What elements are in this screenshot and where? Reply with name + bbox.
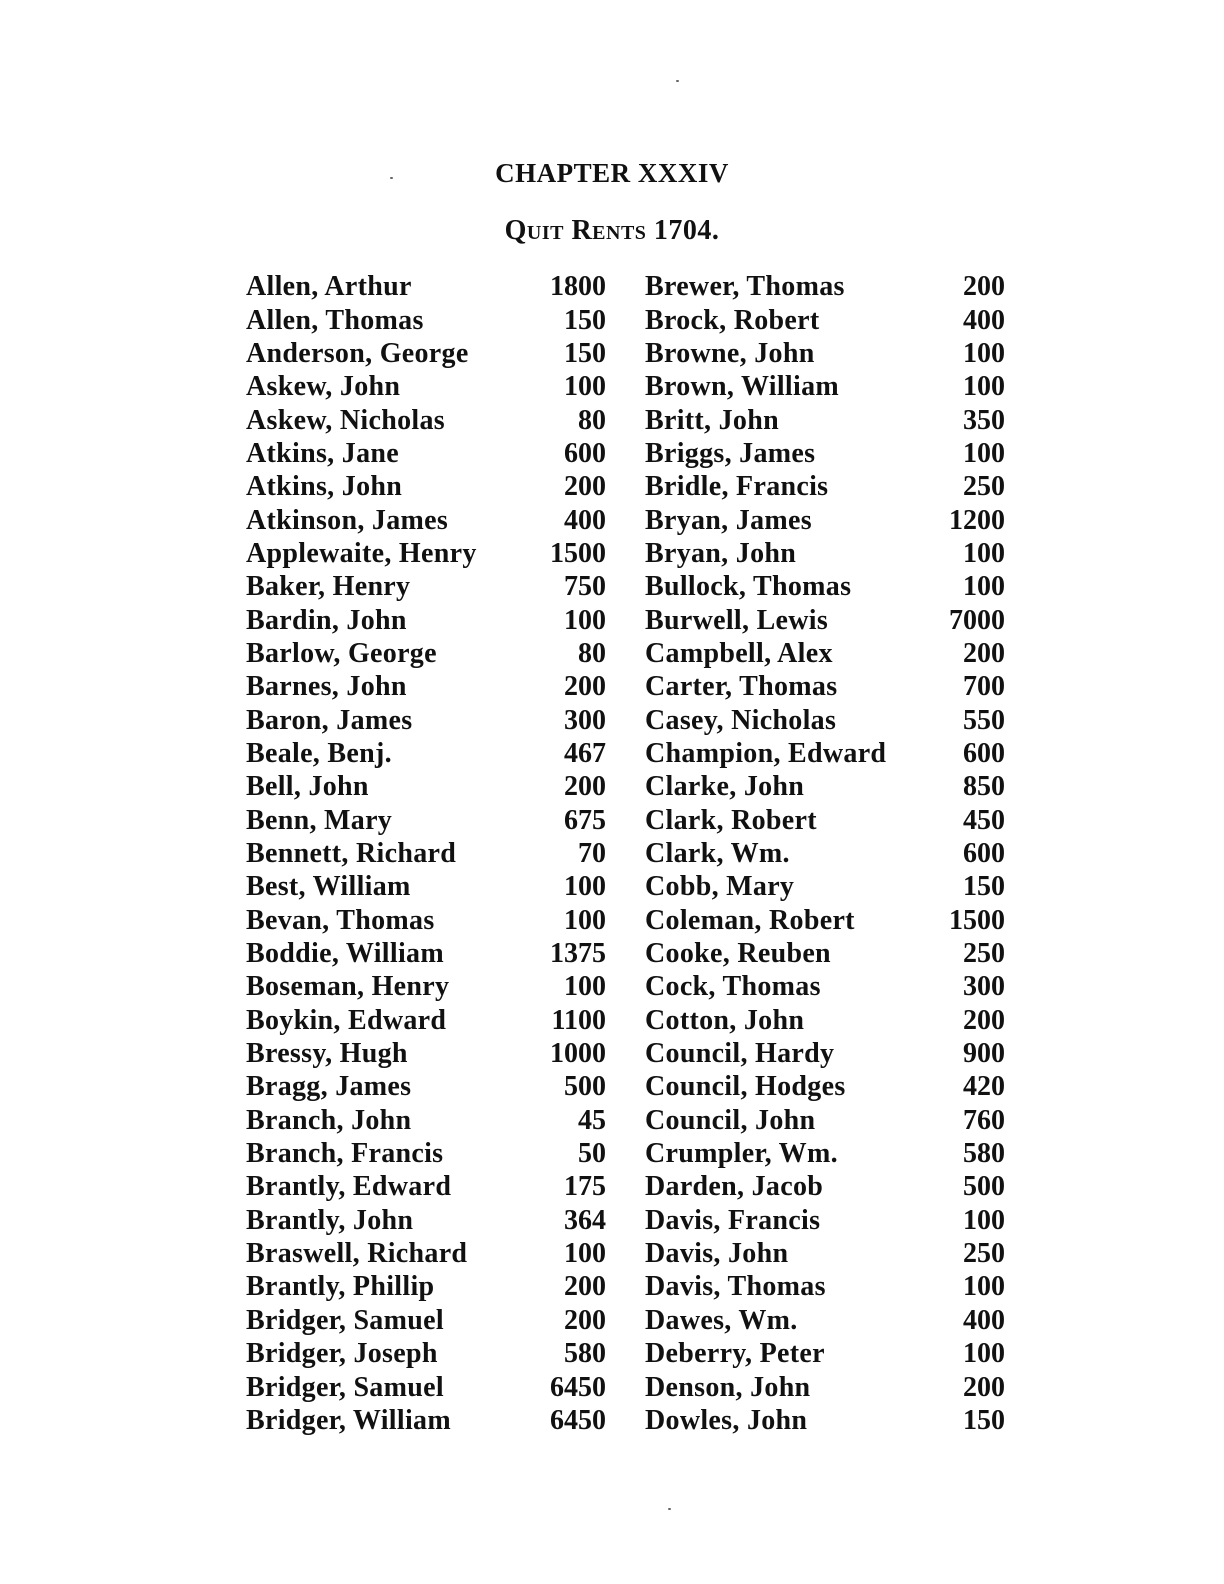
entry-name: Bressy, Hugh: [246, 1038, 408, 1070]
entry-name: Atkinson, James: [246, 504, 449, 536]
list-item: [645, 1404, 1005, 1437]
entry-name: Brown, William: [645, 371, 840, 403]
entry-name: Bridger, Joseph: [246, 1338, 438, 1370]
list-item: [645, 570, 1005, 603]
entry-name: Boseman, Henry: [246, 971, 450, 1003]
entry-amount: 6450: [550, 1371, 606, 1403]
entry-amount: 50: [578, 1138, 606, 1170]
entry-name: Briggs, James: [645, 437, 816, 469]
entry-amount: 600: [963, 838, 1005, 870]
list-item: [645, 703, 1005, 736]
entry-amount: 580: [564, 1338, 606, 1370]
list-item: [645, 1337, 1005, 1370]
entry-amount: 150: [963, 871, 1005, 903]
entry-amount: 467: [564, 737, 606, 769]
entry-amount: 100: [963, 437, 1005, 469]
list-item: [645, 870, 1005, 903]
list-item: [645, 1004, 1005, 1037]
list-item: [246, 804, 606, 837]
entry-name: Barlow, George: [246, 637, 437, 669]
list-item: [645, 770, 1005, 803]
entry-name: Allen, Arthur: [246, 271, 412, 303]
list-item: [246, 1237, 606, 1270]
entry-amount: 200: [564, 1271, 606, 1303]
entry-name: Atkins, John: [246, 471, 403, 503]
scan-speck: [676, 80, 679, 82]
entry-name: Coleman, Robert: [645, 904, 855, 936]
right-column: [645, 270, 1005, 1437]
list-item: [246, 503, 606, 536]
entry-amount: 1500: [550, 537, 606, 569]
list-item: [246, 904, 606, 937]
entry-name: Cooke, Reuben: [645, 938, 831, 970]
entry-amount: 300: [564, 704, 606, 736]
list-item: [645, 1170, 1005, 1203]
entry-name: Darden, Jacob: [645, 1171, 824, 1203]
list-item: [246, 337, 606, 370]
list-item: [246, 1137, 606, 1170]
entry-amount: 250: [963, 1238, 1005, 1270]
entry-name: Denson, John: [645, 1371, 811, 1403]
entry-name: Anderson, George: [246, 337, 469, 369]
list-item: [645, 1037, 1005, 1070]
entry-amount: 900: [963, 1038, 1005, 1070]
entry-name: Bullock, Thomas: [645, 571, 852, 603]
entry-amount: 100: [963, 337, 1005, 369]
entry-amount: 364: [564, 1204, 606, 1236]
list-item: [246, 737, 606, 770]
entry-name: Bridle, Francis: [645, 471, 829, 503]
entry-amount: 850: [963, 771, 1005, 803]
entry-amount: 200: [963, 1004, 1005, 1036]
list-item: [645, 670, 1005, 703]
entry-name: Branch, John: [246, 1104, 412, 1136]
entry-amount: 675: [564, 804, 606, 836]
entry-name: Applewaite, Henry: [246, 537, 477, 569]
entry-name: Branch, Francis: [246, 1138, 444, 1170]
entry-name: Bevan, Thomas: [246, 904, 435, 936]
entry-amount: 70: [578, 838, 606, 870]
entry-name: Clark, Wm.: [645, 838, 790, 870]
entry-name: Askew, John: [246, 371, 401, 403]
list-item: [645, 1070, 1005, 1103]
entry-name: Boykin, Edward: [246, 1004, 447, 1036]
entry-amount: 100: [564, 871, 606, 903]
list-item: [645, 270, 1005, 303]
entry-name: Cock, Thomas: [645, 971, 821, 1003]
left-column: [246, 270, 606, 1437]
list-item: [246, 270, 606, 303]
list-item: [645, 503, 1005, 536]
entry-amount: 1200: [949, 504, 1005, 536]
list-item: [246, 1270, 606, 1303]
entry-name: Davis, Thomas: [645, 1271, 826, 1303]
list-item: [246, 970, 606, 1003]
list-item: [246, 537, 606, 570]
entry-name: Bardin, John: [246, 604, 407, 636]
entry-name: Bell, John: [246, 771, 369, 803]
entry-name: Atkins, Jane: [246, 437, 399, 469]
entry-amount: 150: [564, 337, 606, 369]
list-item: [645, 737, 1005, 770]
entry-amount: 100: [963, 1338, 1005, 1370]
list-item: [246, 1070, 606, 1103]
entry-amount: 7000: [949, 604, 1005, 636]
entry-name: Brewer, Thomas: [645, 271, 845, 303]
entry-name: Dowles, John: [645, 1404, 808, 1436]
entry-amount: 100: [963, 571, 1005, 603]
list-item: [645, 1304, 1005, 1337]
entry-amount: 1375: [550, 938, 606, 970]
list-item: [246, 1204, 606, 1237]
entry-amount: 350: [963, 404, 1005, 436]
entry-amount: 1800: [550, 271, 606, 303]
entry-name: Deberry, Peter: [645, 1338, 825, 1370]
entry-name: Baron, James: [246, 704, 413, 736]
entry-name: Champion, Edward: [645, 737, 887, 769]
entry-name: Best, William: [246, 871, 411, 903]
list-item: [645, 637, 1005, 670]
entry-name: Bennett, Richard: [246, 838, 457, 870]
entry-amount: 1500: [949, 904, 1005, 936]
list-item: [246, 437, 606, 470]
list-item: [645, 1270, 1005, 1303]
entry-amount: 600: [963, 737, 1005, 769]
entry-amount: 6450: [550, 1404, 606, 1436]
entry-name: Boddie, William: [246, 938, 444, 970]
entry-amount: 100: [963, 1271, 1005, 1303]
entry-name: Brantly, Edward: [246, 1171, 452, 1203]
list-item: [246, 1004, 606, 1037]
entry-amount: 200: [564, 471, 606, 503]
entry-amount: 600: [564, 437, 606, 469]
entry-name: Dawes, Wm.: [645, 1304, 798, 1336]
list-item: [645, 303, 1005, 336]
entry-name: Davis, John: [645, 1238, 789, 1270]
list-item: [246, 1170, 606, 1203]
entry-name: Cobb, Mary: [645, 871, 795, 903]
entry-amount: 100: [963, 371, 1005, 403]
list-item: [246, 1370, 606, 1403]
entry-amount: 300: [963, 971, 1005, 1003]
entry-amount: 1100: [551, 1004, 606, 1036]
entry-amount: 200: [963, 1371, 1005, 1403]
list-item: [246, 1037, 606, 1070]
list-item: [246, 703, 606, 736]
entry-amount: 760: [963, 1104, 1005, 1136]
entry-name: Britt, John: [645, 404, 779, 436]
list-item: [246, 837, 606, 870]
entry-name: Council, Hardy: [645, 1038, 835, 1070]
entry-name: Braswell, Richard: [246, 1238, 468, 1270]
list-item: [645, 470, 1005, 503]
entry-amount: 700: [963, 671, 1005, 703]
chapter-heading: CHAPTER XXXIV: [495, 158, 729, 188]
list-item: [645, 837, 1005, 870]
entry-name: Bridger, Samuel: [246, 1371, 444, 1403]
entry-name: Bryan, John: [645, 537, 797, 569]
entry-name: Casey, Nicholas: [645, 704, 837, 736]
entry-amount: 200: [564, 771, 606, 803]
entry-name: Beale, Benj.: [246, 737, 392, 769]
list-item: [246, 670, 606, 703]
entry-name: Council, John: [645, 1104, 816, 1136]
entry-amount: 1000: [550, 1038, 606, 1070]
list-item: [246, 1304, 606, 1337]
entry-name: Council, Hodges: [645, 1071, 846, 1103]
list-item: [645, 603, 1005, 636]
list-item: [246, 1404, 606, 1437]
entry-amount: 400: [963, 304, 1005, 336]
entry-amount: 200: [963, 271, 1005, 303]
entry-name: Cotton, John: [645, 1004, 805, 1036]
list-item: [645, 904, 1005, 937]
entry-name: Browne, John: [645, 337, 815, 369]
entry-name: Davis, Francis: [645, 1204, 821, 1236]
entry-amount: 200: [963, 637, 1005, 669]
entry-name: Clarke, John: [645, 771, 805, 803]
scan-speck: [668, 1508, 671, 1510]
list-item: [246, 1104, 606, 1137]
list-item: [645, 1204, 1005, 1237]
entry-amount: 175: [564, 1171, 606, 1203]
entry-name: Brantly, Phillip: [246, 1271, 435, 1303]
entry-amount: 250: [963, 938, 1005, 970]
list-item: [246, 370, 606, 403]
list-item: [645, 1137, 1005, 1170]
list-item: [246, 403, 606, 436]
entry-amount: 45: [578, 1104, 606, 1136]
entry-amount: 100: [564, 971, 606, 1003]
list-item: [645, 1370, 1005, 1403]
entry-amount: 400: [963, 1304, 1005, 1336]
list-item: [645, 970, 1005, 1003]
list-item: [645, 403, 1005, 436]
entry-name: Crumpler, Wm.: [645, 1138, 838, 1170]
entry-name: Askew, Nicholas: [246, 404, 445, 436]
list-item: [246, 637, 606, 670]
entry-amount: 80: [578, 404, 606, 436]
entry-amount: 580: [963, 1138, 1005, 1170]
entry-name: Carter, Thomas: [645, 671, 838, 703]
entry-amount: 200: [564, 1304, 606, 1336]
entry-name: Campbell, Alex: [645, 637, 833, 669]
list-item: [246, 1337, 606, 1370]
list-item: [246, 937, 606, 970]
list-item: [246, 770, 606, 803]
list-item: [645, 537, 1005, 570]
entry-name: Allen, Thomas: [246, 304, 424, 336]
entry-amount: 420: [963, 1071, 1005, 1103]
list-item: [246, 570, 606, 603]
entry-name: Bryan, James: [645, 504, 812, 536]
list-item: [246, 303, 606, 336]
entry-name: Bragg, James: [246, 1071, 412, 1103]
entry-name: Bridger, Samuel: [246, 1304, 444, 1336]
entry-amount: 100: [564, 904, 606, 936]
entry-amount: 100: [564, 604, 606, 636]
list-item: [645, 337, 1005, 370]
entry-amount: 80: [578, 637, 606, 669]
entry-name: Baker, Henry: [246, 571, 411, 603]
entry-name: Benn, Mary: [246, 804, 393, 836]
entry-amount: 450: [963, 804, 1005, 836]
list-item: [645, 804, 1005, 837]
section-title: Quit Rents 1704.: [504, 215, 720, 246]
entry-amount: 100: [963, 1204, 1005, 1236]
entry-amount: 150: [963, 1404, 1005, 1436]
entry-amount: 200: [564, 671, 606, 703]
entry-amount: 750: [564, 571, 606, 603]
entry-amount: 500: [564, 1071, 606, 1103]
entry-name: Clark, Robert: [645, 804, 817, 836]
list-item: [645, 370, 1005, 403]
list-item: [246, 603, 606, 636]
list-item: [645, 1104, 1005, 1137]
entry-name: Barnes, John: [246, 671, 407, 703]
entry-amount: 100: [564, 1238, 606, 1270]
entry-amount: 550: [963, 704, 1005, 736]
entry-amount: 150: [564, 304, 606, 336]
entry-amount: 400: [564, 504, 606, 536]
entry-amount: 100: [963, 537, 1005, 569]
entry-name: Brantly, John: [246, 1204, 414, 1236]
list-item: [645, 437, 1005, 470]
entry-name: Burwell, Lewis: [645, 604, 829, 636]
entry-amount: 500: [963, 1171, 1005, 1203]
list-item: [246, 470, 606, 503]
entry-name: Brock, Robert: [645, 304, 820, 336]
list-item: [246, 870, 606, 903]
list-item: [645, 1237, 1005, 1270]
list-item: [645, 937, 1005, 970]
entry-name: Bridger, William: [246, 1404, 451, 1436]
entry-amount: 250: [963, 471, 1005, 503]
entry-amount: 100: [564, 371, 606, 403]
